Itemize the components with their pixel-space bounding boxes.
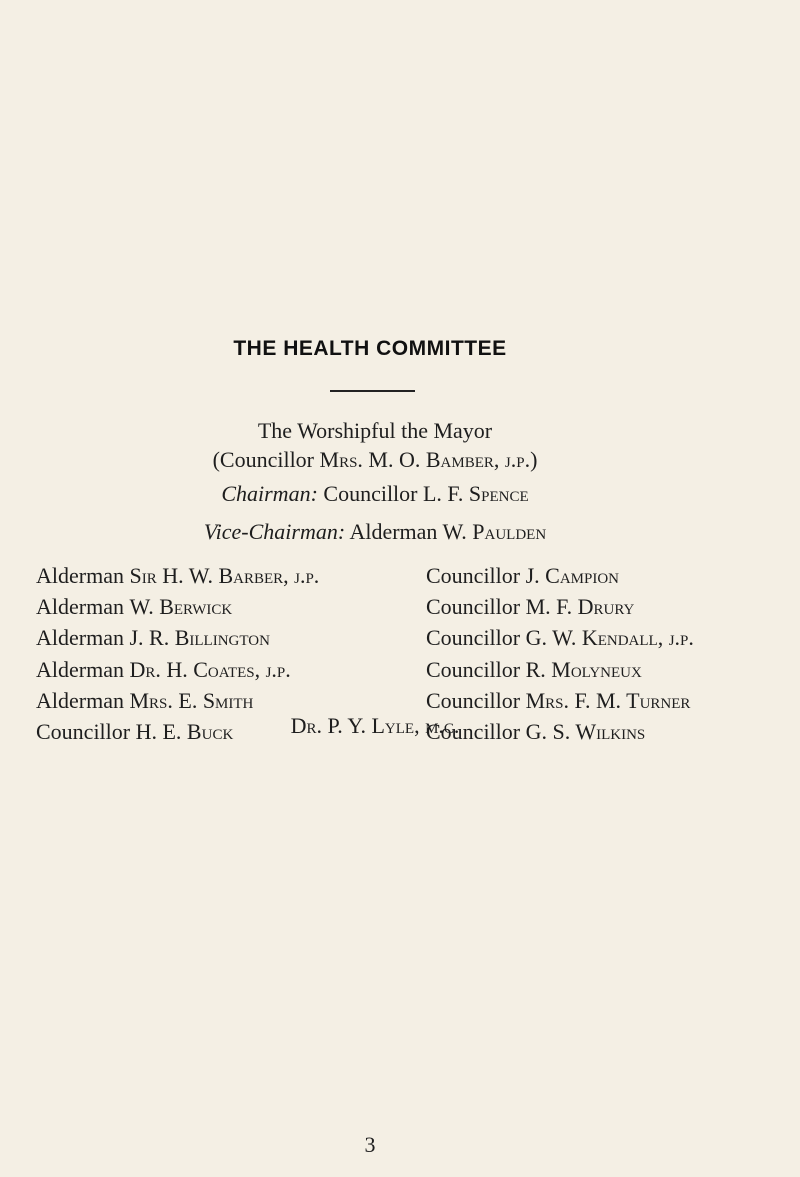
mayor-name-line [0, 447, 750, 473]
vice-chairman-label: Vice-Chairman: [203, 519, 346, 544]
member-role: Councillor [426, 563, 526, 588]
member-role: Councillor [426, 625, 526, 651]
member-name: G. W. Kendall, j.p. [525, 625, 694, 651]
member-name: Sir H. W. Barber, j.p. [129, 563, 320, 588]
member-name: Mrs. F. M. Turner [525, 687, 691, 713]
member-entry [426, 655, 694, 686]
member-name: H. E. Buck [135, 718, 234, 744]
mayor-close: ) [530, 447, 538, 472]
mayor-title: The Worshipful the Mayor [257, 418, 493, 443]
member-role: Alderman [36, 625, 130, 651]
member-entry [36, 592, 319, 623]
chairman-label: Chairman: [221, 481, 318, 506]
medical-officer: Dr. P. Y. Lyle, m.c. [290, 713, 460, 738]
mayor-open: (Councillor [212, 447, 320, 472]
member-entry [426, 592, 694, 623]
member-role: Councillor [426, 656, 526, 682]
chairman-name: Spence [468, 481, 529, 506]
member-role: Councillor [426, 594, 526, 620]
member-role: Councillor [36, 718, 136, 744]
chairman-role: Councillor L. F. [317, 481, 469, 506]
member-role: Alderman [36, 563, 130, 588]
member-name: Mrs. E. Smith [129, 687, 254, 713]
member-name: R. Molyneux [525, 656, 642, 682]
member-name: W. Berwick [129, 594, 233, 620]
member-name: G. S. Wilkins [525, 718, 646, 744]
mayor-name: Mrs. M. O. Bamber, j.p. [319, 447, 531, 472]
member-role: Councillor [426, 718, 526, 744]
member-entry [36, 623, 319, 654]
member-entry [426, 561, 694, 592]
member-name: J. Campion [525, 563, 620, 588]
member-role: Councillor [426, 687, 526, 713]
member-name: M. F. Drury [525, 594, 635, 620]
member-name: Dr. H. Coates, j.p. [129, 656, 291, 682]
member-entry [426, 623, 694, 654]
member-entry [36, 561, 319, 592]
heading-divider [330, 390, 415, 392]
committee-heading: THE HEALTH COMMITTEE [233, 337, 507, 360]
member-entry [36, 655, 319, 686]
member-name: J. R. Billington [129, 625, 270, 651]
vice-chairman-role: Alderman W. [345, 519, 473, 544]
member-role: Alderman [36, 594, 130, 620]
member-role: Alderman [36, 656, 130, 682]
vice-chairman-name: Paulden [472, 519, 547, 544]
page-number: 3 [364, 1132, 376, 1157]
member-role: Alderman [36, 687, 130, 713]
chairman-line [0, 481, 750, 507]
vice-chairman-line [0, 519, 750, 545]
